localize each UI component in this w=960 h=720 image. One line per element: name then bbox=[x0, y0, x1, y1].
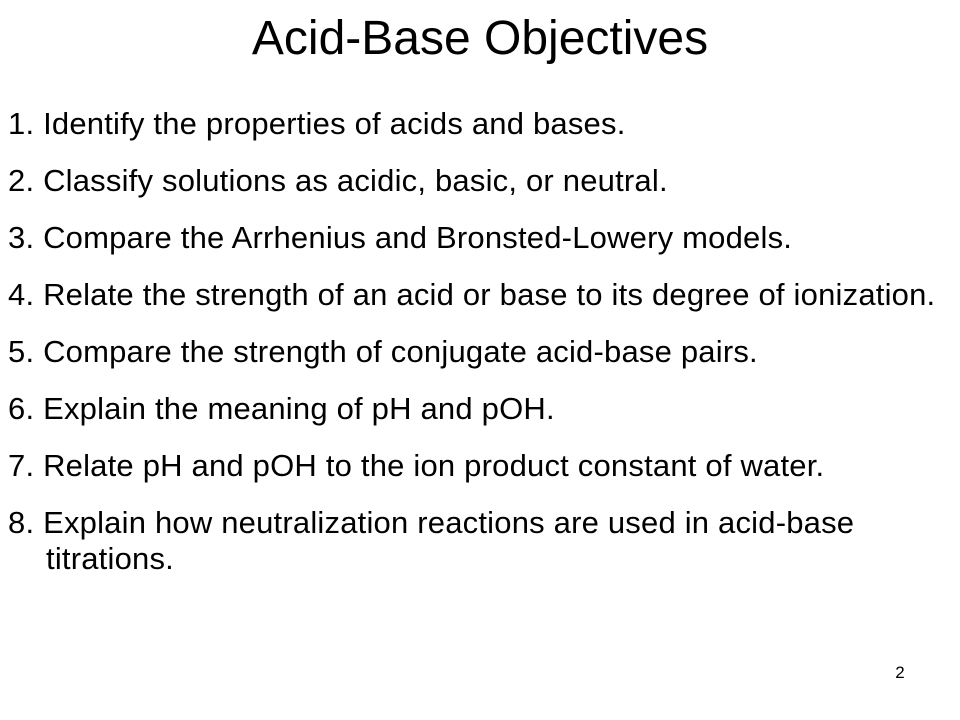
objective-item-1: 1. Identify the properties of acids and bases. bbox=[8, 106, 626, 141]
objective-item-4: 4. Relate the strength of an acid or base to its degree of ionization. bbox=[8, 277, 936, 312]
objective-item-7: 7. Relate pH and pOH to the ion product constant of water. bbox=[8, 448, 825, 483]
slide-title: Acid-Base Objectives bbox=[251, 12, 709, 65]
objective-item-5: 5. Compare the strength of conjugate acid-base pairs. bbox=[8, 334, 758, 369]
objective-item-2: 2. Classify solutions as acidic, basic, or neutral. bbox=[8, 163, 668, 198]
objectives-list bbox=[8, 106, 948, 598]
page-number: 2 bbox=[895, 663, 905, 682]
objective-item-6: 6. Explain the meaning of pH and pOH. bbox=[8, 391, 555, 426]
objective-item-3: 3. Compare the Arrhenius and Bronsted-Lowery models. bbox=[8, 220, 793, 255]
objective-item-8: 8. Explain how neutralization reactions are used in acid-base titrations. bbox=[8, 505, 855, 576]
